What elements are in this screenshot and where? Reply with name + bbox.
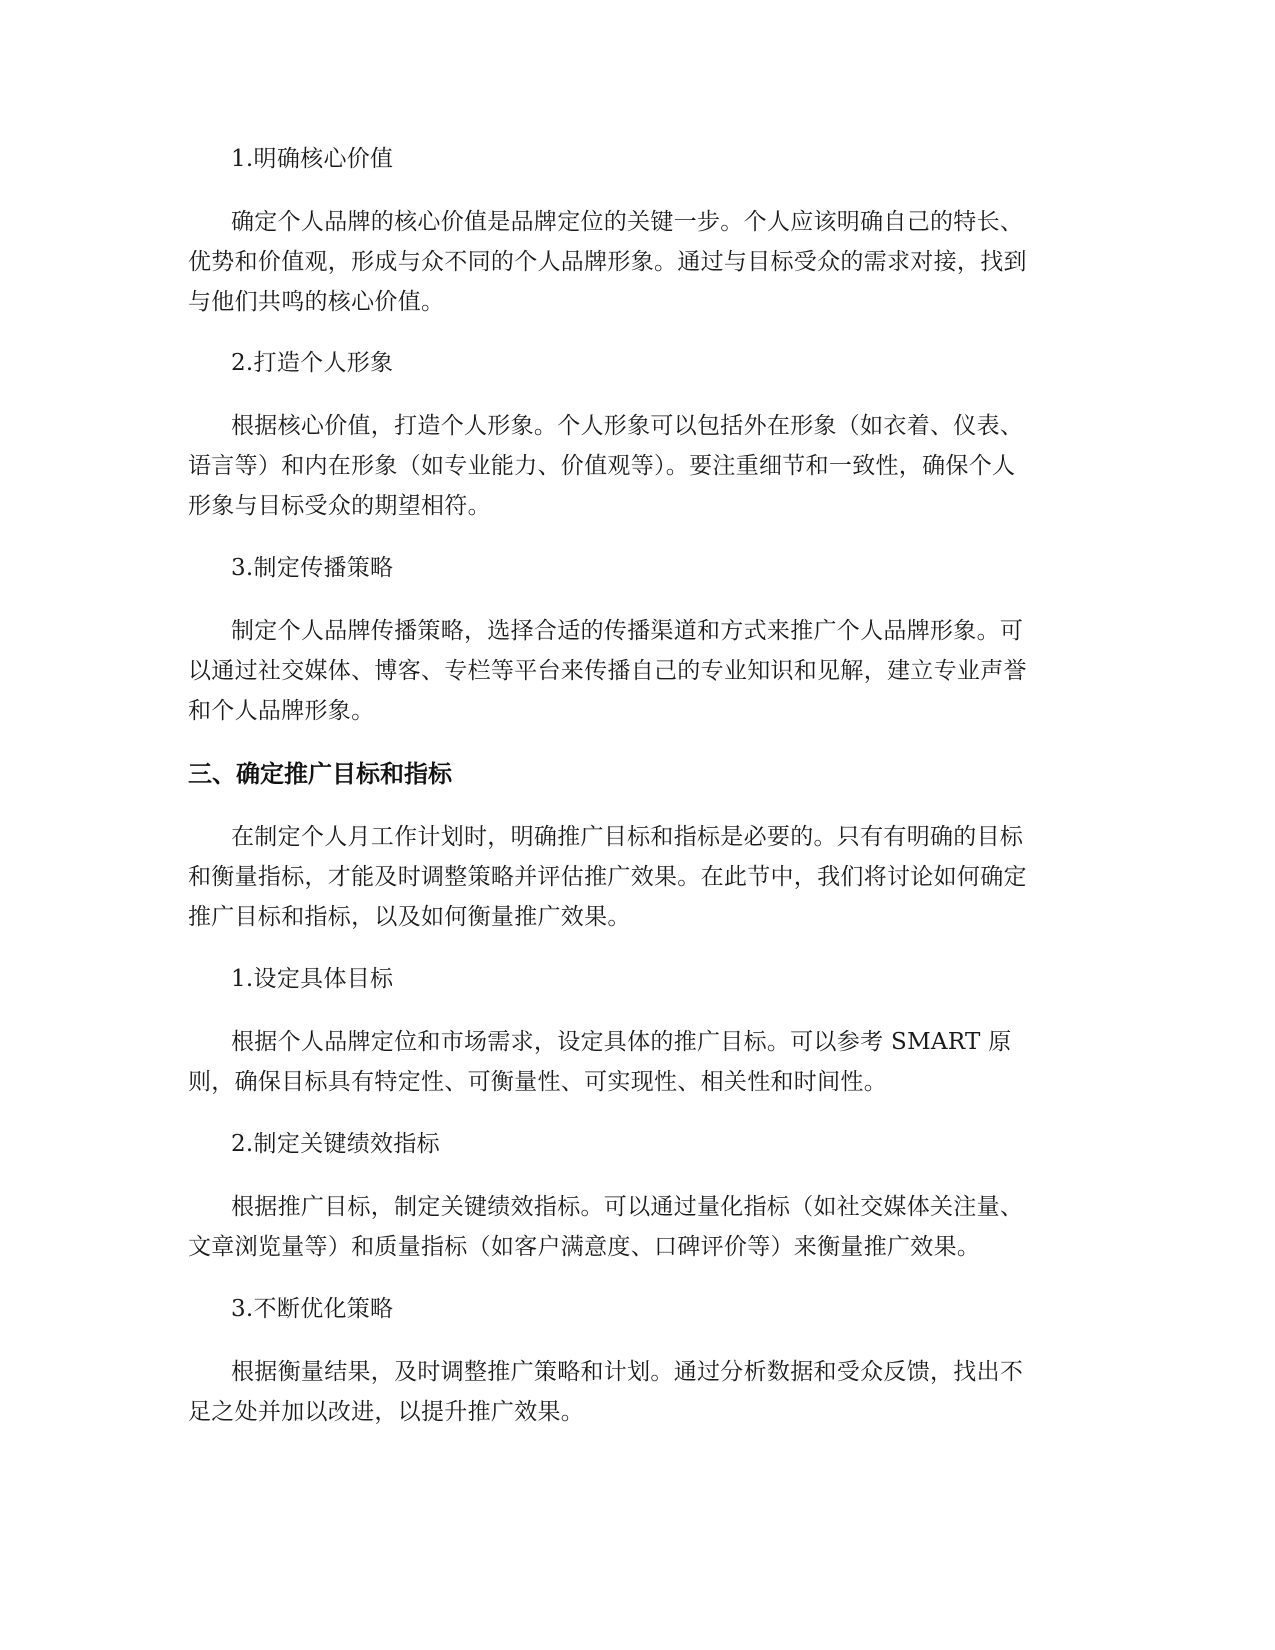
paragraph-line: 根据个人品牌定位和市场需求，设定具体的推广目标。可以参考 SMART 原 <box>231 1029 1012 1055</box>
paragraph-line: 根据推广目标，制定关键绩效指标。可以通过量化指标（如社交媒体关注量、 <box>231 1194 1024 1220</box>
paragraph-line: 与他们共鸣的核心价值。 <box>188 289 445 315</box>
paragraph-line: 根据衡量结果，及时调整推广策略和计划。通过分析数据和受众反馈，找出不 <box>231 1359 1024 1385</box>
subsection-title-specific-goals: 1.设定具体目标 <box>231 966 394 992</box>
subsection-title-personal-image: 2.打造个人形象 <box>231 350 394 376</box>
paragraph-line: 和个人品牌形象。 <box>188 698 375 724</box>
paragraph-line: 则，确保目标具有特定性、可衡量性、可实现性、相关性和时间性。 <box>188 1069 887 1095</box>
paragraph-line: 确定个人品牌的核心价值是品牌定位的关键一步。个人应该明确自己的特长、 <box>231 209 1024 235</box>
paragraph-line: 以通过社交媒体、博客、专栏等平台来传播自己的专业知识和见解，建立专业声誉 <box>188 658 1027 684</box>
paragraph-line: 优势和价值观，形成与众不同的个人品牌形象。通过与目标受众的需求对接，找到 <box>188 249 1027 275</box>
section-heading: 三、确定推广目标和指标 <box>188 760 452 788</box>
paragraph-line: 文章浏览量等）和质量指标（如客户满意度、口碑评价等）来衡量推广效果。 <box>188 1234 981 1260</box>
subsection-title-optimize-strategy: 3.不断优化策略 <box>231 1296 394 1322</box>
subsection-title-core-value: 1.明确核心价值 <box>231 146 394 172</box>
paragraph-line: 形象与目标受众的期望相符。 <box>188 493 491 519</box>
paragraph-line: 根据核心价值，打造个人形象。个人形象可以包括外在形象（如衣着、仪表、 <box>231 413 1024 439</box>
paragraph-line: 在制定个人月工作计划时，明确推广目标和指标是必要的。只有有明确的目标 <box>231 824 1024 850</box>
subsection-title-kpi: 2.制定关键绩效指标 <box>231 1131 440 1157</box>
paragraph-line: 制定个人品牌传播策略，选择合适的传播渠道和方式来推广个人品牌形象。可 <box>231 618 1024 644</box>
paragraph-line: 推广目标和指标，以及如何衡量推广效果。 <box>188 904 631 930</box>
subsection-title-communication-strategy: 3.制定传播策略 <box>231 555 394 581</box>
paragraph-line: 和衡量指标，才能及时调整策略并评估推广效果。在此节中，我们将讨论如何确定 <box>188 864 1027 890</box>
paragraph-line: 语言等）和内在形象（如专业能力、价值观等）。要注重细节和一致性，确保个人 <box>188 453 1016 479</box>
paragraph-line: 足之处并加以改进，以提升推广效果。 <box>188 1399 585 1425</box>
